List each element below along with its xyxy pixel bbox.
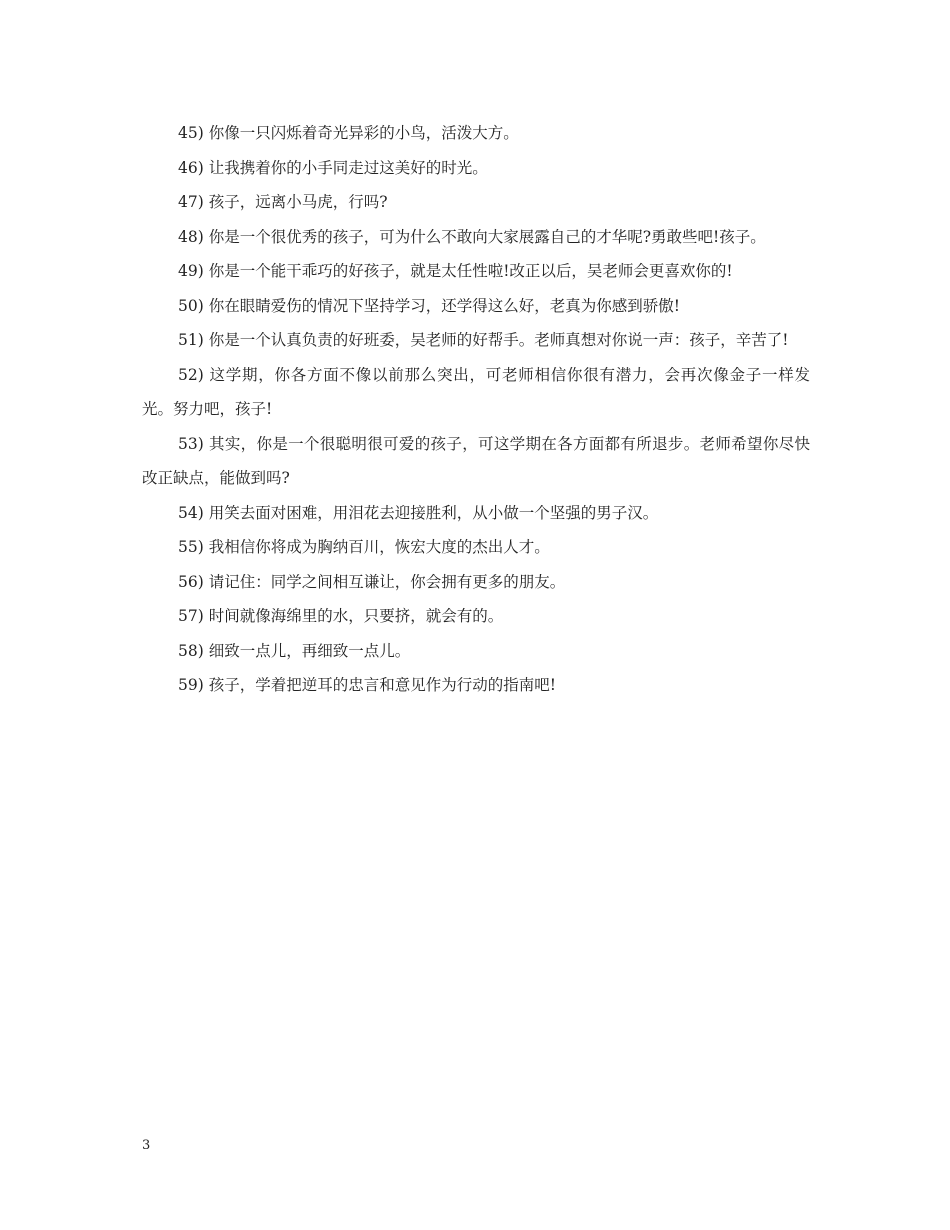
paragraph-53: 53) 其实，你是一个很聪明很可爱的孩子，可这学期在各方面都有所退步。老师希望你尽快改正缺点，能做到吗? <box>142 434 810 487</box>
paragraph-50: 50) 你在眼睛爱伤的情况下坚持学习，还学得这么好，老真为你感到骄傲! <box>178 296 680 315</box>
paragraph-49: 49) 你是一个能干乖巧的好孩子，就是太任性啦!改正以后，吴老师会更喜欢你的! <box>178 262 733 280</box>
paragraph-48: 48) 你是一个很优秀的孩子，可为什么不敢向大家展露自己的才华呢?勇敢些吧!孩子。 <box>178 227 766 246</box>
paragraph-55: 55) 我相信你将成为胸纳百川，恢宏大度的杰出人才。 <box>178 538 550 556</box>
page-number: 3 <box>142 1138 151 1153</box>
paragraph-56: 56) 请记住：同学之间相互谦让，你会拥有更多的朋友。 <box>178 572 566 591</box>
paragraph-52: 52) 这学期，你各方面不像以前那么突出，可老师相信你很有潜力，会再次像金子一样发光。努力吧，孩子! <box>142 365 810 418</box>
paragraph-59: 59) 孩子，学着把逆耳的忠言和意见作为行动的指南吧! <box>178 676 556 694</box>
paragraph-51: 51) 你是一个认真负责的好班委，吴老师的好帮手。老师真想对你说一声：孩子，辛苦了! <box>178 331 789 349</box>
paragraph-58: 58) 细致一点儿，再细致一点儿。 <box>178 641 411 660</box>
paragraph-47: 47) 孩子，远离小马虎，行吗? <box>178 193 388 211</box>
paragraph-57: 57) 时间就像海绵里的水，只要挤，就会有的。 <box>178 607 504 625</box>
paragraph-54: 54) 用笑去面对困难，用泪花去迎接胜利，从小做一个坚强的男子汉。 <box>178 503 659 522</box>
paragraph-45: 45) 你像一只闪烁着奇光异彩的小鸟，活泼大方。 <box>178 124 519 142</box>
document-body <box>142 116 810 703</box>
paragraph-46: 46) 让我携着你的小手同走过这美好的时光。 <box>178 158 488 177</box>
